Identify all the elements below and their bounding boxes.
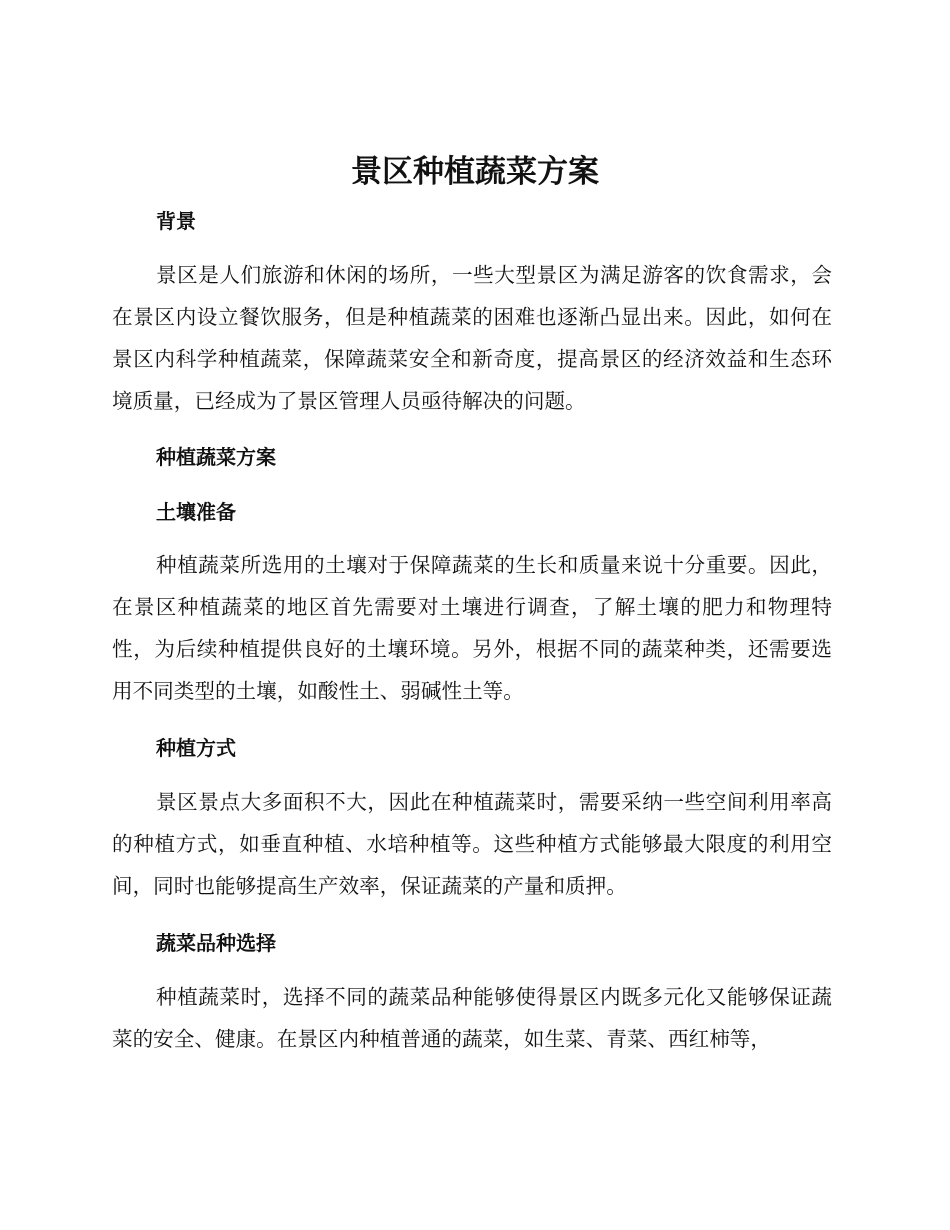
section-heading-variety: 蔬菜品种选择: [156, 931, 276, 955]
section-heading-method: 种植方式: [156, 736, 236, 760]
paragraph-variety: 种植蔬菜时，选择不同的蔬菜品种能够使得景区内既多元化又能够保证蔬菜的安全、健康。在景区内种植普通的蔬菜，如生菜、青菜、西红柿等，: [112, 985, 832, 1051]
document-title: 景区种植蔬菜方案: [351, 154, 599, 190]
section-heading-background: 背景: [156, 209, 196, 233]
section-heading-plan: 种植蔬菜方案: [156, 445, 276, 469]
paragraph-soil: 种植蔬菜所选用的土壤对于保障蔬菜的生长和质量来说十分重要。因此，在景区种植蔬菜的地区首先需要对土壤进行调查，了解土壤的肥力和物理特性，为后续种植提供良好的土壤环境。另外，根据不同的蔬菜种类，还需要选用不同类型的土壤，如酸性土、弱碱性土等。: [112, 553, 832, 703]
paragraph-background: 景区是人们旅游和休闲的场所，一些大型景区为满足游客的饮食需求，会在景区内设立餐饮服务，但是种植蔬菜的困难也逐渐凸显出来。因此，如何在景区内科学种植蔬菜，保障蔬菜安全和新奇度，提高景区的经济效益和生态环境质量，已经成为了景区管理人员亟待解决的问题。: [112, 263, 832, 413]
paragraph-method: 景区景点大多面积不大，因此在种植蔬菜时，需要采纳一些空间利用率高的种植方式，如垂直种植、水培种植等。这些种植方式能够最大限度的利用空间，同时也能够提高生产效率，保证蔬菜的产量和质押。: [112, 790, 832, 898]
section-heading-soil: 土壤准备: [156, 500, 236, 524]
